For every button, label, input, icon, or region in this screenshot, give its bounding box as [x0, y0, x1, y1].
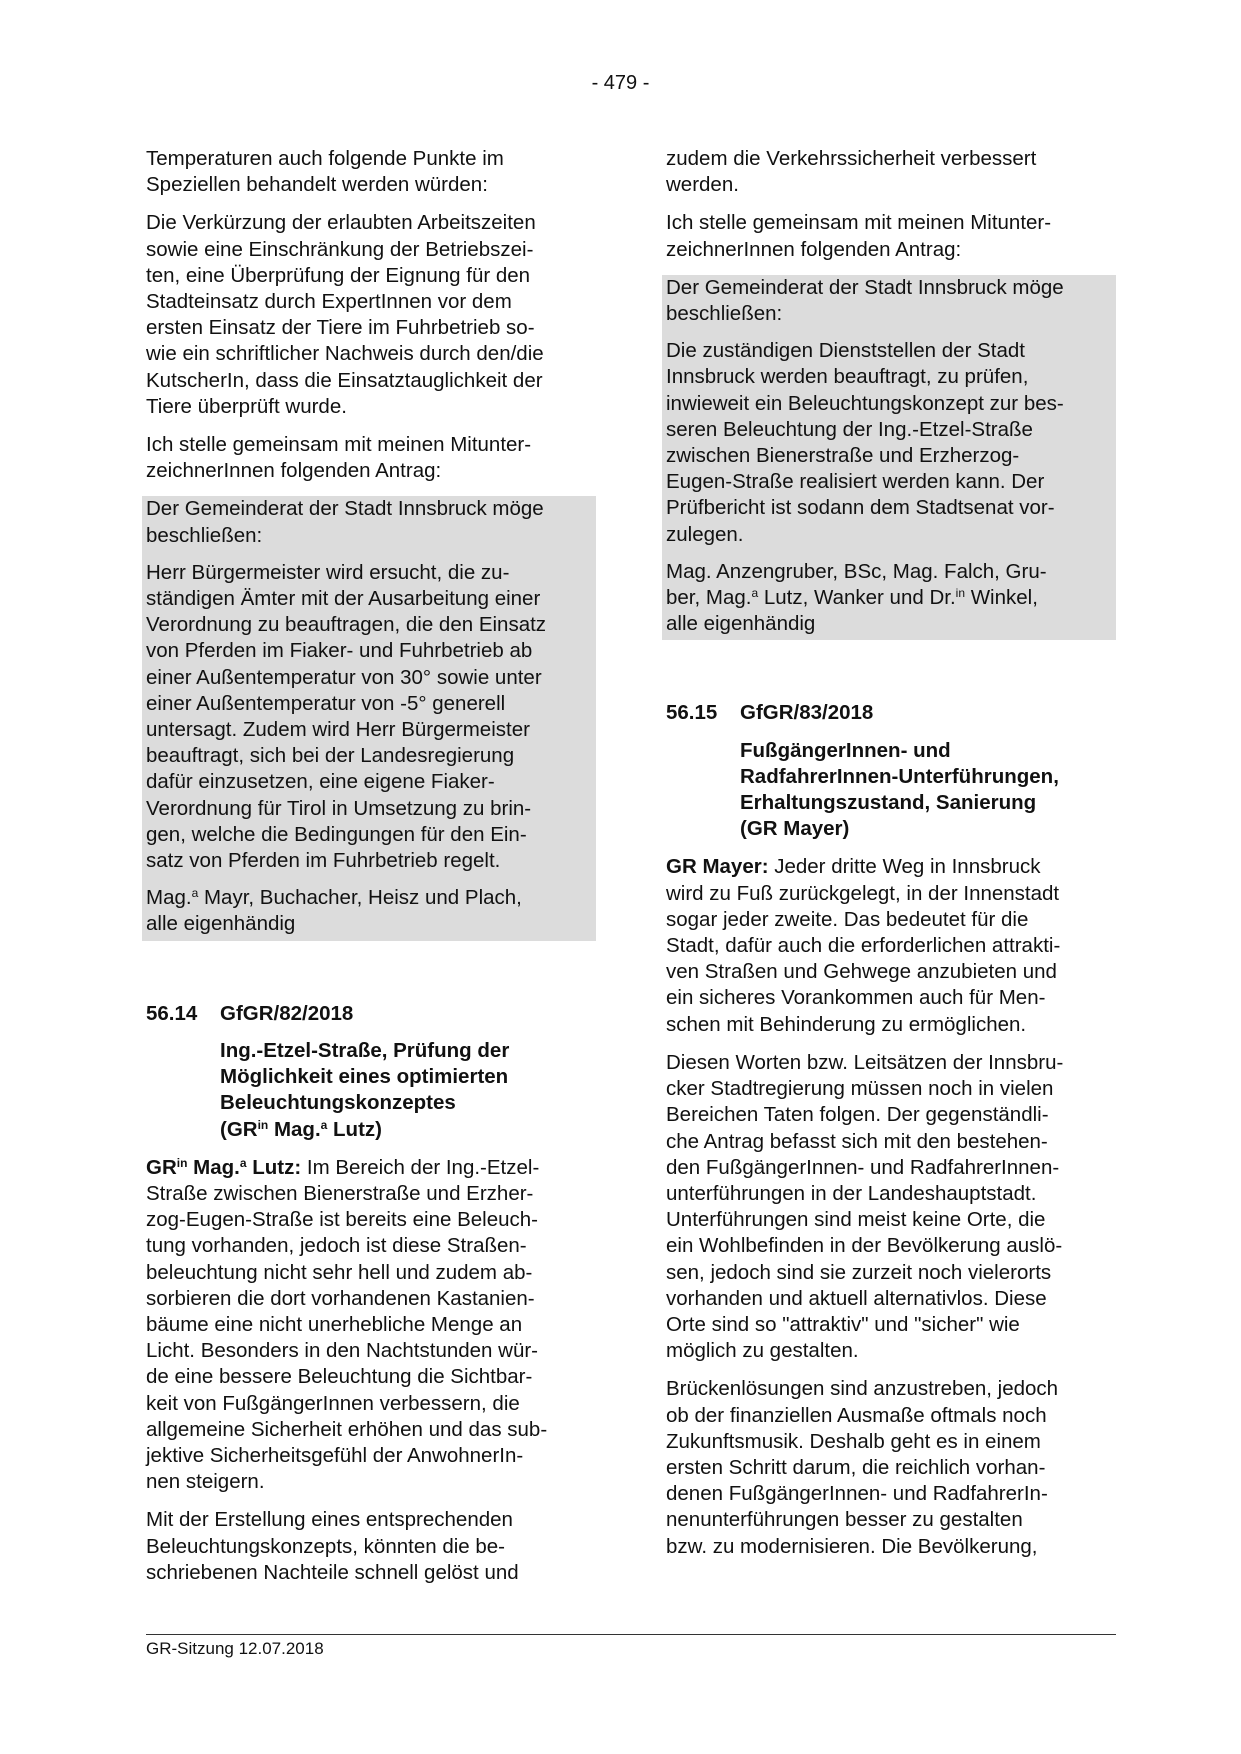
paragraph: Temperaturen auch folgende Punkte im Speziellen behandelt werden würden:	[146, 147, 504, 197]
motion-box	[662, 275, 1116, 641]
paragraph: Ich stelle gemeinsam mit meinen Mitunter- zeichnerInnen folgenden Antrag:	[146, 433, 532, 483]
footer-text: GR-Sitzung 12.07.2018	[146, 1639, 324, 1658]
motion-text: Die zuständigen Dienststellen der Stadt Innsbruck werden beauftragt, zu prüfen, inwieweit ein Beleuchtungskonzept zur bes- seren Beleuchtung der Ing.-Etzel-Straße zwischen Bienerstraße und Erzherzog- Eugen-Straße realisiert werden kann. Der Prüfbericht ist sodann dem Stadtsenat vor- zulegen.	[666, 339, 1064, 546]
section-code: GfGR/82/2018	[220, 1001, 354, 1025]
motion-signatories: Mag. Anzengruber, BSc, Mag. Falch, Gru- ber, Mag.$^a$ Lutz, Wanker und Dr.$^{in}$ Winkel, alle eigenhändig	[666, 559, 1047, 636]
section-heading	[146, 1001, 596, 1027]
section-title: Ing.-Etzel-Straße, Prüfung der Möglichkeit eines optimierten Beleuchtungskonzeptes ($GR^{in}$ Mag.$^a$ Lutz)	[220, 1038, 510, 1141]
left-column	[146, 146, 596, 1598]
section-code: GfGR/83/2018	[740, 701, 874, 725]
motion-intro: Der Gemeinderat der Stadt Innsbruck möge beschließen:	[666, 275, 1064, 326]
paragraph: Brückenlösungen sind anzustreben, jedoch ob der finanziellen Ausmaße oftmals noch Zukunftsmusik. Deshalb geht es in einem ersten Schritt darum, die reichlich vorhan- denen FußgängerInnen- und RadfahrerIn- nenunterführungen besser zu gestalten bzw. zu modernisieren. Die Bevölkerung,	[666, 1377, 1059, 1558]
motion-intro: Der Gemeinderat der Stadt Innsbruck möge beschließen:	[146, 497, 544, 547]
right-column	[666, 146, 1116, 1572]
section-number: 56.15	[666, 701, 718, 725]
speech-paragraph: $GR^{in}$ Mag.$^a$ Lutz: Im Bereich der Ing.-Etzel- Straße zwischen Bienerstraße und Erzher- zog-Eugen-Straße ist bereits eine Beleuch- tung vorhanden, jedoch ist diese Straßen- beleuchtung nicht sehr hell und zudem ab- sorbieren die dort vorhandenen Kastanien- bäume eine nicht unerhebliche Menge an Licht. Besonders in den Nachtstunden wür- de eine bessere Beleuchtung die Sichtbar- keit von FußgängerInnen verbessern, die allgemeine Sicherheit erhöhen und das sub- jektive Sicherheitsgefühl der AnwohnerIn- nen steigern.	[146, 1155, 548, 1494]
motion-box	[142, 496, 596, 940]
section-heading	[666, 700, 1116, 726]
motion-signatories: Mag.$^a$ Mayr, Buchacher, Heisz und Plach, alle eigenhändig	[146, 886, 522, 936]
paragraph: Die Verkürzung der erlaubten Arbeitszeiten sowie eine Einschränkung der Betriebszei- ten, eine Überprüfung der Eignung für den Stadteinsatz durch ExpertInnen vor dem ersten Einsatz der Tiere im Fuhrbetrieb so- wie ein schriftlicher Nachweis durch den/die KutscherIn, dass die Einsatztauglichkeit der Tiere überprüft wurde.	[146, 211, 544, 418]
paragraph: zudem die Verkehrssicherheit verbessert werden.	[666, 147, 1037, 197]
paragraph: Mit der Erstellung eines entsprechenden Beleuchtungskonzepts, könnten die be- schriebenen Nachteile schnell gelöst und	[146, 1508, 519, 1584]
motion-text: Herr Bürgermeister wird ersucht, die zu- ständigen Ämter mit der Ausarbeitung einer Verordnung zu beauftragen, die den Einsatz von Pferden im Fiaker- und Fuhrbetrieb ab einer Außentemperatur von 30° sowie unter einer Außentemperatur von -5° generell untersagt. Zudem wird Herr Bürgermeister beauftragt, sich bei der Landesregierung dafür einzusetzen, eine eigene Fiaker- Verordnung für Tirol in Umsetzung zu brin- gen, welche die Bedingungen für den Ein- satz von Pferden im Fuhrbetrieb regelt.	[146, 560, 547, 873]
speech-paragraph: GR Mayer: Jeder dritte Weg in Innsbruck wird zu Fuß zurückgelegt, in der Innenstadt sogar jeder zweite. Das bedeutet für die Stadt, dafür auch die erforderlichen attrakti- ven Straßen und Gehwege anzubieten und ein sicheres Vorankommen auch für Men- schen mit Behinderung zu ermöglichen.	[666, 855, 1061, 1036]
section-title: FußgängerInnen- und RadfahrerInnen-Unterführungen, Erhaltungszustand, Sanierung (GR Mayer)	[740, 738, 1059, 841]
page-number: - 479 -	[591, 72, 650, 94]
speaker-name: $GR^{in}$ Mag.$^a$ Lutz:	[146, 1155, 302, 1179]
paragraph: Diesen Worten bzw. Leitsätzen der Innsbru- cker Stadtregierung müssen noch in vielen Bereichen Taten folgen. Der gegenständli- che Antrag befasst sich mit den bestehen- den FußgängerInnen- und RadfahrerInnen- unterführungen in der Landeshauptstadt. Unterführungen sind meist keine Orte, die ein Wohlbefinden in der Bevölkerung auslö- sen, jedoch sind sie zurzeit noch vielerorts vorhanden und aktuell alternativlos. Diese Orte sind so "attraktiv" und "sicher" wie möglich zu gestalten.	[666, 1050, 1064, 1363]
paragraph: Ich stelle gemeinsam mit meinen Mitunter- zeichnerInnen folgenden Antrag:	[666, 211, 1052, 261]
section-number: 56.14	[146, 1001, 198, 1025]
speaker-name: GR Mayer:	[666, 855, 769, 879]
footer-divider	[146, 1634, 1116, 1635]
